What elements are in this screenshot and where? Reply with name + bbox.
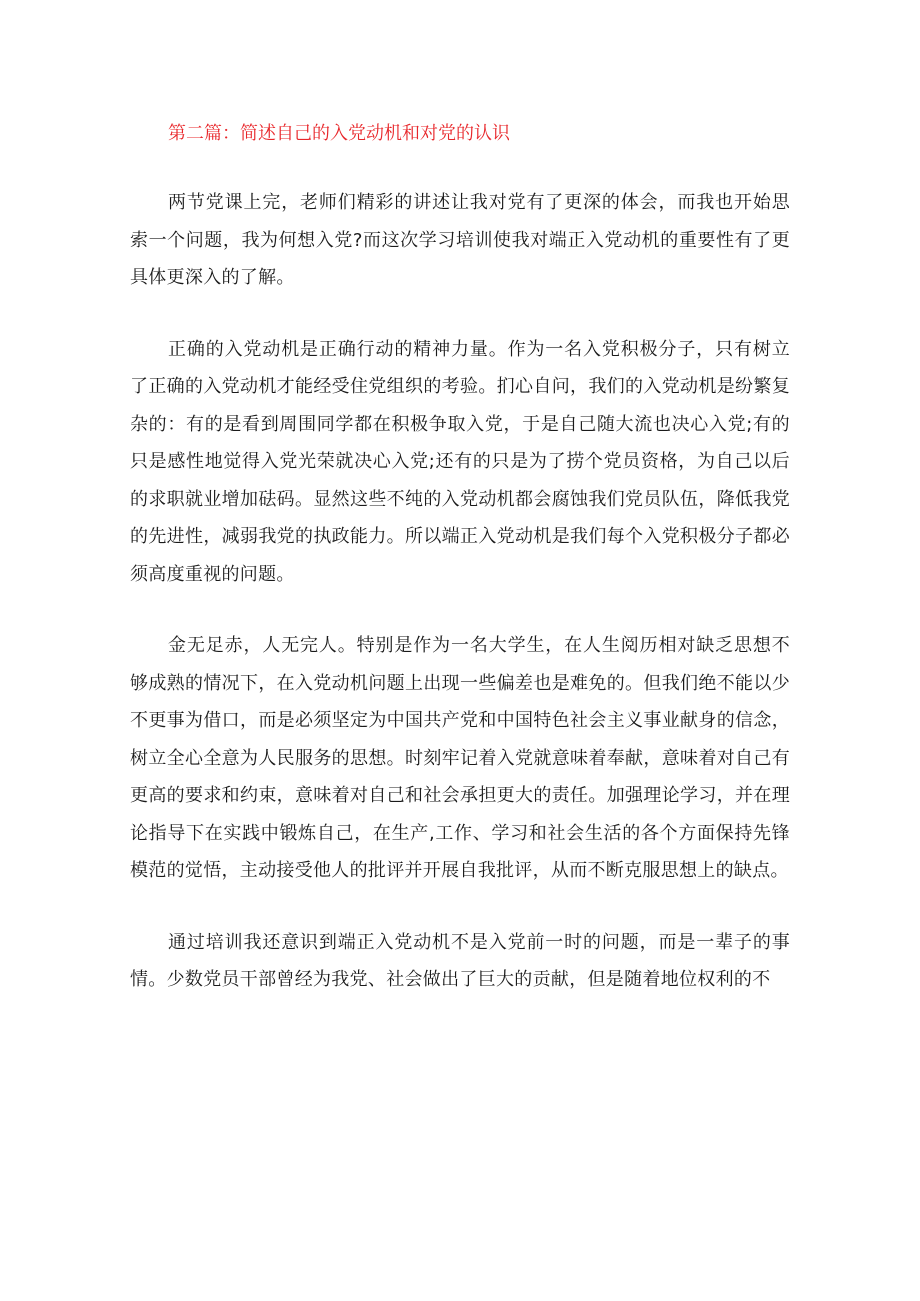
paragraph-1: 两节党课上完，老师们精彩的讲述让我对党有了更深的体会，而我也开始思索一个问题，我为何想入党?而这次学习培训使我对端正入党动机的重要性有了更具体更深入的了解。	[130, 192, 790, 288]
paragraph-2: 正确的入党动机是正确行动的精神力量。作为一名入党积极分子，只有树立了正确的入党动机才能经受住党组织的考验。扪心自问，我们的入党动机是纷繁复杂的：有的是看到周围同学都在积极争取入党，于是自己随大流也决心入党;有的只是感性地觉得入党光荣就决心入党;还有的只是为了捞个党员资格，为自己以后的求职就业增加砝码。显然这些不纯的入党动机都会腐蚀我们党员队伍，降低我党的先进性，减弱我党的执政能力。所以端正入党动机是我们每个入党积极分子都必须高度重视的问题。	[130, 338, 790, 585]
spacer	[130, 593, 790, 627]
spacer	[130, 890, 790, 924]
document-body	[130, 112, 790, 999]
paragraph-4: 通过培训我还意识到端正入党动机不是入党前一时的问题，而是一辈子的事情。少数党员干部曾经为我党、社会做出了巨大的贡献，但是随着地位权利的不	[130, 931, 790, 990]
spacer	[130, 297, 790, 331]
spacer	[130, 156, 790, 184]
document-title: 第二篇：简述自己的入党动机和对党的认识	[168, 123, 510, 144]
paragraph-3: 金无足赤，人无完人。特别是作为一名大学生，在人生阅历相对缺乏思想不够成熟的情况下，在入党动机问题上出现一些偏差也是难免的。但我们绝不能以少不更事为借口，而是必须坚定为中国共产党和中国特色社会主义事业献身的信念，树立全心全意为人民服务的思想。时刻牢记着入党就意味着奉献，意味着对自己有更高的要求和约束，意味着对自己和社会承担更大的责任。加强理论学习，并在理论指导下在实践中锻炼自己，在生产,工作、学习和社会生活的各个方面保持先锋模范的觉悟，主动接受他人的批评并开展自我批评，从而不断克服思想上的缺点。	[130, 635, 790, 881]
